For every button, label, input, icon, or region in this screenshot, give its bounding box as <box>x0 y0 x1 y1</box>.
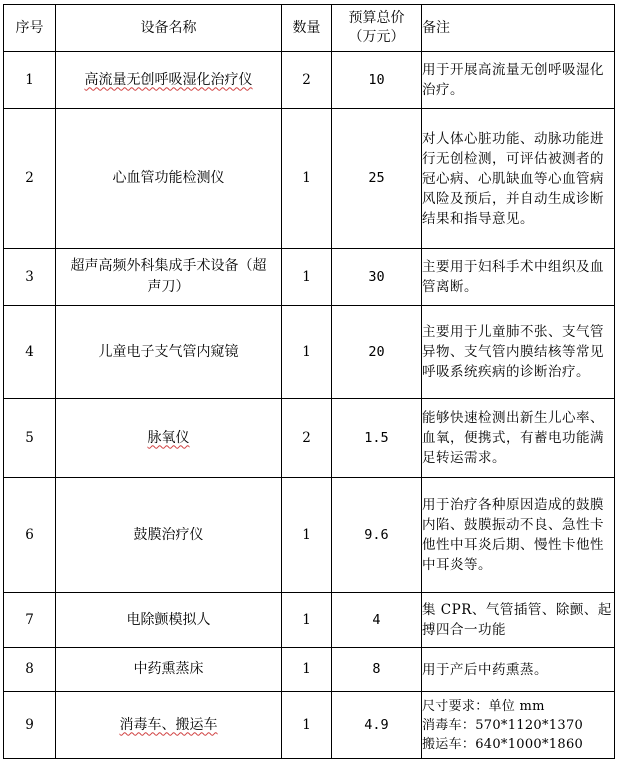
cell-budget: 30 <box>332 249 422 306</box>
table-row <box>4 593 615 648</box>
cell-budget: 9.6 <box>332 478 422 593</box>
header-qty: 数量 <box>282 5 332 52</box>
cell-name-text: 消毒车、搬运车 <box>119 716 218 733</box>
table-row <box>4 249 615 306</box>
cell-qty: 1 <box>282 306 332 399</box>
cell-qty: 2 <box>282 52 332 109</box>
table-row <box>4 478 615 593</box>
cell-note: 用于产后中药熏蒸。 <box>422 648 615 692</box>
cell-note: 对人体心脏功能、动脉功能进行无创检测，可评估被测者的冠心病、心肌缺血等心血管病风险及预后，并自动生成诊断结果和指导意见。 <box>422 109 615 249</box>
cell-qty: 1 <box>282 593 332 648</box>
cell-qty: 1 <box>282 478 332 593</box>
cell-budget: 20 <box>332 306 422 399</box>
cell-qty: 2 <box>282 399 332 478</box>
cell-index: 5 <box>4 399 56 478</box>
cell-index: 2 <box>4 109 56 249</box>
cell-note: 用于治疗各种原因造成的鼓膜内陷、鼓膜振动不良、急性卡他性中耳炎后期、慢性卡他性中耳炎等。 <box>422 478 615 593</box>
cell-name: 电除颤模拟人 <box>56 593 282 648</box>
cell-name-text: 高流量无创呼吸湿化治疗仪 <box>84 71 253 88</box>
cell-index: 8 <box>4 648 56 692</box>
cell-name <box>56 399 282 478</box>
cell-name <box>56 52 282 109</box>
cell-qty: 1 <box>282 249 332 306</box>
cell-name: 儿童电子支气管内窥镜 <box>56 306 282 399</box>
cell-budget: 4.9 <box>332 692 422 759</box>
cell-budget: 10 <box>332 52 422 109</box>
cell-note: 能够快速检测出新生儿心率、血氧，便携式，有蓄电功能满足转运需求。 <box>422 399 615 478</box>
cell-budget: 4 <box>332 593 422 648</box>
cell-note: 集 CPR、气管插管、除颤、起搏四合一功能 <box>422 593 615 648</box>
header-budget: 预算总价 （万元） <box>332 5 422 52</box>
cell-note: 主要用于妇科手术中组织及血管离断。 <box>422 249 615 306</box>
header-index: 序号 <box>4 5 56 52</box>
cell-qty: 1 <box>282 692 332 759</box>
cell-qty: 1 <box>282 648 332 692</box>
cell-index: 1 <box>4 52 56 109</box>
cell-name: 中药熏蒸床 <box>56 648 282 692</box>
cell-name: 超声高频外科集成手术设备（超声刀） <box>56 249 282 306</box>
cell-index: 9 <box>4 692 56 759</box>
table-row <box>4 692 615 759</box>
header-note: 备注 <box>422 5 615 52</box>
cell-index: 7 <box>4 593 56 648</box>
cell-budget: 1.5 <box>332 399 422 478</box>
cell-name <box>56 692 282 759</box>
cell-index: 3 <box>4 249 56 306</box>
cell-note: 尺寸要求：单位 mm 消毒车：570*1120*1370 搬运车：640*1000*1860 <box>422 692 615 759</box>
table-row <box>4 109 615 249</box>
cell-name: 心血管功能检测仪 <box>56 109 282 249</box>
cell-name-text: 脉氧仪 <box>147 429 190 446</box>
cell-index: 4 <box>4 306 56 399</box>
cell-note: 用于开展高流量无创呼吸湿化治疗。 <box>422 52 615 109</box>
cell-note: 主要用于儿童肺不张、支气管异物、支气管内膜结核等常见呼吸系统疾病的诊断治疗。 <box>422 306 615 399</box>
table-row <box>4 399 615 478</box>
cell-name: 鼓膜治疗仪 <box>56 478 282 593</box>
cell-index: 6 <box>4 478 56 593</box>
cell-qty: 1 <box>282 109 332 249</box>
cell-budget: 8 <box>332 648 422 692</box>
table-row <box>4 648 615 692</box>
table-row <box>4 306 615 399</box>
header-name: 设备名称 <box>56 5 282 52</box>
header-row <box>4 5 615 52</box>
table-row <box>4 52 615 109</box>
cell-budget: 25 <box>332 109 422 249</box>
equipment-table <box>3 4 615 759</box>
